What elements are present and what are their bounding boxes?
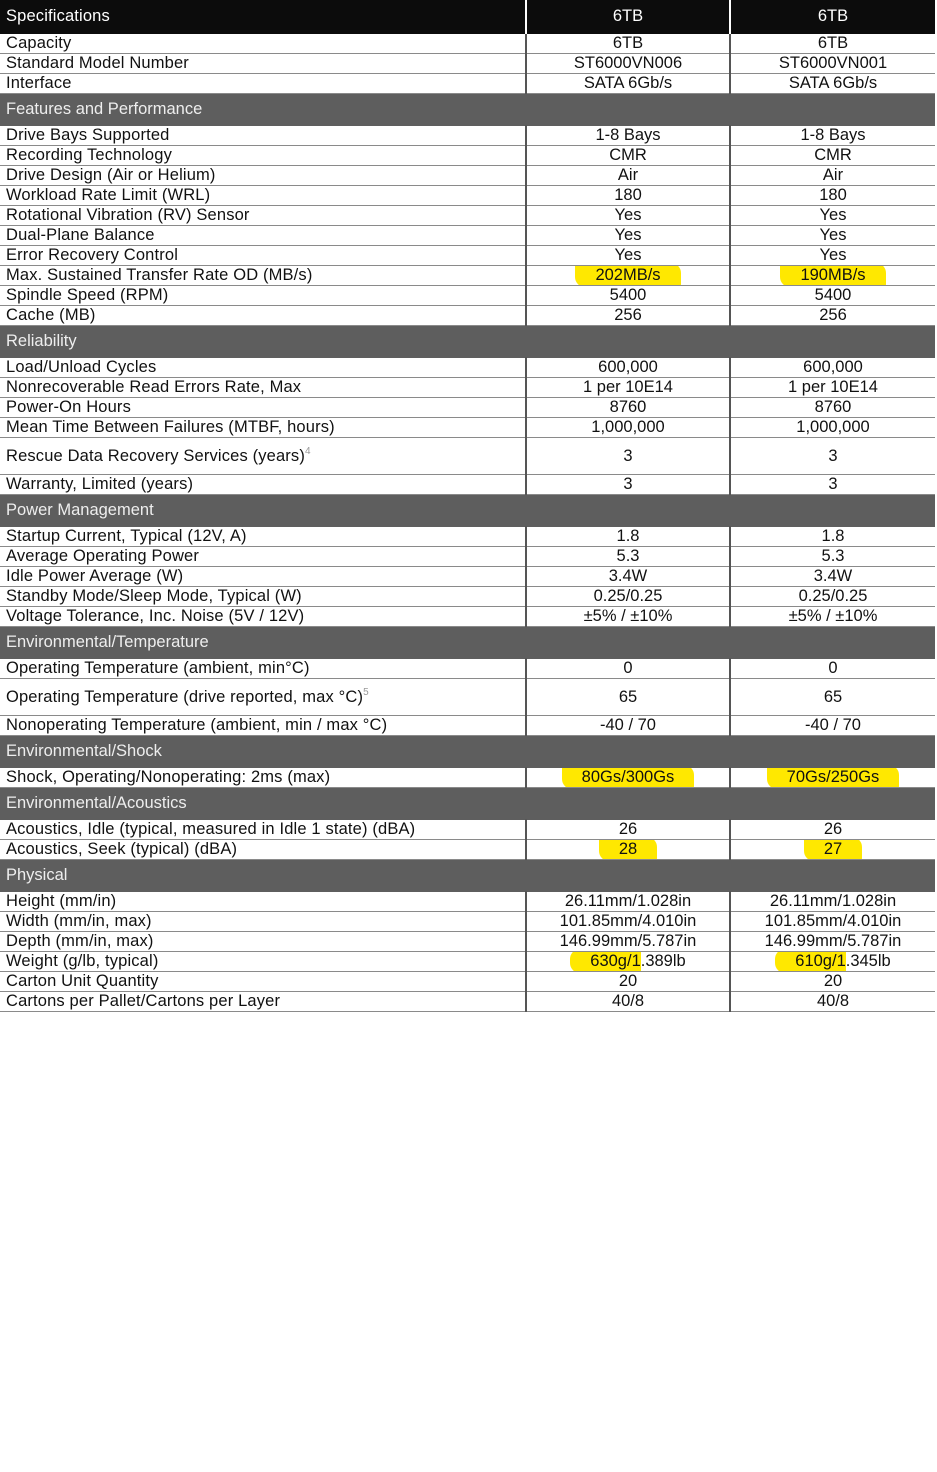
spec-row — [0, 820, 935, 840]
spec-row — [0, 286, 935, 306]
spec-value-a — [526, 166, 730, 186]
spec-label — [0, 527, 526, 547]
spec-row — [0, 246, 935, 266]
value-text: 1-8 Bays — [595, 126, 661, 144]
spec-row — [0, 547, 935, 567]
value-text: 8760 — [814, 398, 852, 416]
spec-label-text: Startup Current, Typical (12V, A) — [6, 527, 247, 545]
spec-value-a — [526, 266, 730, 286]
spec-label-text: Acoustics, Idle (typical, measured in Idle 1 state) (dBA) — [6, 820, 416, 838]
footnote-marker: 4 — [304, 446, 311, 457]
spec-row — [0, 972, 935, 992]
value-text: ±5% / ±10% — [583, 607, 673, 625]
spec-label-text: Weight (g/lb, typical) — [6, 952, 159, 970]
spec-row — [0, 54, 935, 74]
value-text: 5.3 — [821, 547, 845, 565]
spec-value-b — [730, 418, 935, 438]
spec-label-text: Rescue Data Recovery Services (years) — [6, 447, 305, 465]
spec-label — [0, 286, 526, 306]
section-header — [0, 495, 935, 527]
spec-value-a — [526, 378, 730, 398]
value-text: ST6000VN006 — [573, 54, 683, 72]
spec-label — [0, 246, 526, 266]
spec-value-b — [730, 358, 935, 378]
spec-value-b — [730, 34, 935, 54]
spec-label — [0, 54, 526, 74]
spec-label-text: Power-On Hours — [6, 398, 131, 416]
spec-value-a — [526, 952, 730, 972]
section-header — [0, 788, 935, 820]
value-text: 3.4W — [813, 567, 853, 585]
spec-label — [0, 567, 526, 587]
value-rest: .389lb — [640, 952, 686, 970]
spec-row — [0, 527, 935, 547]
spec-value-a — [526, 912, 730, 932]
spec-label-text: Average Operating Power — [6, 547, 200, 565]
spec-value-a — [526, 206, 730, 226]
value-text: -40 / 70 — [600, 716, 656, 734]
spec-label — [0, 34, 526, 54]
spec-label-text: Warranty, Limited (years) — [6, 475, 194, 493]
section-title: Environmental/Temperature — [0, 627, 935, 659]
spec-label-text: Standard Model Number — [6, 54, 189, 72]
spec-label-text: Interface — [6, 74, 72, 92]
spec-label — [0, 206, 526, 226]
value-text: ±5% / ±10% — [788, 607, 878, 625]
spec-value-a — [526, 768, 730, 788]
spec-row — [0, 146, 935, 166]
spec-label-text: Capacity — [6, 34, 72, 52]
spec-label-text: Idle Power Average (W) — [6, 567, 184, 585]
value-text: Yes — [819, 206, 847, 224]
spec-value-a — [526, 679, 730, 716]
value-text: 20 — [823, 972, 843, 990]
spec-label — [0, 952, 526, 972]
spec-value-a — [526, 418, 730, 438]
spec-value-a — [526, 607, 730, 627]
spec-label-text: Recording Technology — [6, 146, 172, 164]
value-text: 180 — [819, 186, 847, 204]
spec-value-a — [526, 306, 730, 326]
value-text: 5400 — [814, 286, 852, 304]
spec-row — [0, 587, 935, 607]
spec-row — [0, 378, 935, 398]
spec-value-b — [730, 266, 935, 286]
value-text: 6TB — [817, 34, 849, 52]
spec-row — [0, 768, 935, 788]
spec-label-text: Mean Time Between Failures (MTBF, hours) — [6, 418, 335, 436]
value-text: Yes — [614, 246, 642, 264]
spec-value-b — [730, 840, 935, 860]
spec-label-text: Cartons per Pallet/Cartons per Layer — [6, 992, 281, 1010]
highlight-mark: 610g/1 — [775, 952, 845, 972]
value-text: 65 — [823, 687, 843, 706]
highlighted-value: 190MB/s — [780, 266, 885, 286]
value-text: SATA 6Gb/s — [583, 74, 673, 92]
spec-label — [0, 840, 526, 860]
highlighted-value: 202MB/s — [575, 266, 680, 286]
spec-label — [0, 186, 526, 206]
spec-row — [0, 840, 935, 860]
spec-value-b — [730, 820, 935, 840]
spec-value-b — [730, 716, 935, 736]
spec-value-b — [730, 932, 935, 952]
spec-row — [0, 226, 935, 246]
value-text: 3.4W — [608, 567, 648, 585]
spec-value-b — [730, 567, 935, 587]
value-text: 1-8 Bays — [800, 126, 866, 144]
spec-row — [0, 438, 935, 475]
spec-label — [0, 547, 526, 567]
spec-label-text: Width (mm/in, max) — [6, 912, 152, 930]
value-text: 6TB — [612, 34, 644, 52]
spec-label-text: Height (mm/in) — [6, 892, 117, 910]
spec-label-text: Drive Design (Air or Helium) — [6, 166, 216, 184]
spec-label-text: Operating Temperature (ambient, min°C) — [6, 659, 310, 677]
spec-label — [0, 266, 526, 286]
value-text: 101.85mm/4.010in — [559, 912, 697, 930]
spec-label — [0, 166, 526, 186]
spec-label-text: Drive Bays Supported — [6, 126, 170, 144]
spec-value-a — [526, 398, 730, 418]
spec-label-text: Dual-Plane Balance — [6, 226, 155, 244]
spec-value-a — [526, 54, 730, 74]
spec-row — [0, 567, 935, 587]
value-text: 101.85mm/4.010in — [764, 912, 902, 930]
spec-label-text: Shock, Operating/Nonoperating: 2ms (max) — [6, 768, 331, 786]
spec-value-b — [730, 74, 935, 94]
spec-label-text: Load/Unload Cycles — [6, 358, 157, 376]
value-text: ST6000VN001 — [778, 54, 888, 72]
value-text: 20 — [618, 972, 638, 990]
spec-label — [0, 912, 526, 932]
spec-row — [0, 952, 935, 972]
spec-row — [0, 34, 935, 54]
value-text: 26.11mm/1.028in — [564, 892, 692, 910]
spec-row — [0, 186, 935, 206]
value-text: Air — [617, 166, 639, 184]
spec-value-b — [730, 912, 935, 932]
spec-label — [0, 992, 526, 1012]
spec-value-b — [730, 226, 935, 246]
spec-value-b — [730, 438, 935, 475]
section-title: Features and Performance — [0, 94, 935, 126]
spec-row — [0, 358, 935, 378]
value-text: 3 — [623, 446, 633, 465]
value-text: 0.25/0.25 — [593, 587, 663, 605]
spec-value-a — [526, 932, 730, 952]
spec-label — [0, 475, 526, 495]
highlighted-value: 70Gs/250Gs — [767, 768, 900, 788]
spec-value-b — [730, 992, 935, 1012]
value-text: 146.99mm/5.787in — [559, 932, 697, 950]
value-text: 3 — [828, 475, 838, 493]
spec-value-a — [526, 246, 730, 266]
value-text: 8760 — [609, 398, 647, 416]
spec-label — [0, 126, 526, 146]
spec-row — [0, 892, 935, 912]
spec-label-text: Spindle Speed (RPM) — [6, 286, 169, 304]
section-title: Environmental/Acoustics — [0, 788, 935, 820]
spec-value-b — [730, 768, 935, 788]
spec-value-b — [730, 972, 935, 992]
value-text: 40/8 — [816, 992, 850, 1010]
spec-row — [0, 166, 935, 186]
value-text: 0 — [623, 659, 633, 677]
spec-label — [0, 146, 526, 166]
value-text: 1.8 — [616, 527, 640, 545]
value-text: Yes — [819, 246, 847, 264]
value-text: Yes — [819, 226, 847, 244]
spec-value-a — [526, 74, 730, 94]
spec-value-a — [526, 186, 730, 206]
spec-value-b — [730, 587, 935, 607]
spec-label — [0, 306, 526, 326]
spec-label-text: Nonoperating Temperature (ambient, min / max °C) — [6, 716, 388, 734]
spec-value-b — [730, 206, 935, 226]
highlight-mark: 630g/1 — [570, 952, 640, 972]
spec-label — [0, 659, 526, 679]
value-text: 0 — [828, 659, 838, 677]
spec-value-b — [730, 306, 935, 326]
spec-value-b — [730, 607, 935, 627]
spec-value-a — [526, 146, 730, 166]
spec-value-a — [526, 358, 730, 378]
spec-label-text: Max. Sustained Transfer Rate OD (MB/s) — [6, 266, 313, 284]
spec-value-b — [730, 679, 935, 716]
spec-label — [0, 587, 526, 607]
value-text: 256 — [614, 306, 642, 324]
value-text: 1 per 10E14 — [583, 378, 673, 396]
spec-value-b — [730, 952, 935, 972]
spec-row — [0, 418, 935, 438]
spec-value-b — [730, 475, 935, 495]
spec-value-a — [526, 840, 730, 860]
header-col-b: 6TB — [730, 0, 935, 34]
spec-value-a — [526, 475, 730, 495]
spec-row — [0, 206, 935, 226]
value-text: 26.11mm/1.028in — [769, 892, 897, 910]
spec-label-text: Error Recovery Control — [6, 246, 179, 264]
spec-label — [0, 74, 526, 94]
highlighted-value: 27 — [804, 840, 862, 860]
spec-row — [0, 74, 935, 94]
header-row — [0, 0, 935, 34]
value-text: CMR — [814, 146, 852, 164]
value-text: SATA 6Gb/s — [788, 74, 878, 92]
spec-label — [0, 768, 526, 788]
spec-label — [0, 418, 526, 438]
spec-label — [0, 607, 526, 627]
spec-row — [0, 912, 935, 932]
spec-value-a — [526, 286, 730, 306]
section-title: Reliability — [0, 326, 935, 358]
value-text: 1,000,000 — [591, 418, 665, 436]
value-text: Yes — [614, 206, 642, 224]
spec-value-b — [730, 246, 935, 266]
spec-value-a — [526, 527, 730, 547]
spec-label-text: Workload Rate Limit (WRL) — [6, 186, 211, 204]
spec-value-a — [526, 972, 730, 992]
spec-value-b — [730, 547, 935, 567]
spec-value-a — [526, 992, 730, 1012]
spec-value-a — [526, 820, 730, 840]
spec-label — [0, 378, 526, 398]
spec-row — [0, 992, 935, 1012]
spec-label-text: Voltage Tolerance, Inc. Noise (5V / 12V) — [6, 607, 305, 625]
value-text: Yes — [614, 226, 642, 244]
section-title: Environmental/Shock — [0, 736, 935, 768]
spec-label-text: Nonrecoverable Read Errors Rate, Max — [6, 378, 302, 396]
highlighted-value: 28 — [599, 840, 657, 860]
spec-row — [0, 306, 935, 326]
spec-row — [0, 607, 935, 627]
spec-value-b — [730, 892, 935, 912]
spec-label — [0, 438, 526, 475]
section-header — [0, 326, 935, 358]
spec-label — [0, 716, 526, 736]
spec-value-b — [730, 166, 935, 186]
spec-value-b — [730, 54, 935, 74]
value-text: 5.3 — [616, 547, 640, 565]
spec-value-b — [730, 186, 935, 206]
spec-row — [0, 716, 935, 736]
spec-label-text: Carton Unit Quantity — [6, 972, 159, 990]
value-text: 3 — [828, 446, 838, 465]
spec-label-text: Standby Mode/Sleep Mode, Typical (W) — [6, 587, 302, 605]
spec-row — [0, 932, 935, 952]
spec-row — [0, 266, 935, 286]
spec-value-b — [730, 146, 935, 166]
value-text: 600,000 — [598, 358, 658, 376]
spec-value-a — [526, 892, 730, 912]
value-text: 40/8 — [611, 992, 645, 1010]
section-header — [0, 736, 935, 768]
value-text: 26 — [618, 820, 638, 838]
spec-value-a — [526, 34, 730, 54]
spec-row — [0, 475, 935, 495]
spec-label-text: Depth (mm/in, max) — [6, 932, 154, 950]
value-text: 146.99mm/5.787in — [764, 932, 902, 950]
value-text: 0.25/0.25 — [798, 587, 868, 605]
spec-row — [0, 126, 935, 146]
spec-label — [0, 226, 526, 246]
spec-row — [0, 659, 935, 679]
spec-label-text: Cache (MB) — [6, 306, 96, 324]
spec-label-text: Rotational Vibration (RV) Sensor — [6, 206, 250, 224]
value-text: Air — [822, 166, 844, 184]
value-text: 180 — [614, 186, 642, 204]
spec-row — [0, 398, 935, 418]
spec-value-b — [730, 286, 935, 306]
section-header — [0, 860, 935, 892]
value-text: 1,000,000 — [796, 418, 870, 436]
value-text: 600,000 — [803, 358, 863, 376]
spec-label — [0, 932, 526, 952]
value-text: 256 — [819, 306, 847, 324]
value-text: 1.8 — [821, 527, 845, 545]
spec-value-b — [730, 398, 935, 418]
section-header — [0, 627, 935, 659]
footnote-marker: 5 — [363, 687, 369, 698]
spec-label — [0, 398, 526, 418]
value-text: 3 — [623, 475, 633, 493]
spec-value-a — [526, 716, 730, 736]
spec-label — [0, 892, 526, 912]
value-text: 1 per 10E14 — [788, 378, 878, 396]
spec-value-b — [730, 378, 935, 398]
spec-label — [0, 679, 526, 716]
spec-value-a — [526, 126, 730, 146]
value-text: -40 / 70 — [805, 716, 861, 734]
spec-label — [0, 972, 526, 992]
spec-value-b — [730, 126, 935, 146]
value-text: 5400 — [609, 286, 647, 304]
spec-value-a — [526, 226, 730, 246]
spec-label — [0, 820, 526, 840]
highlighted-value: 80Gs/300Gs — [562, 768, 695, 788]
header-col-a: 6TB — [526, 0, 730, 34]
spec-label-text: Acoustics, Seek (typical) (dBA) — [6, 840, 238, 858]
spec-value-b — [730, 527, 935, 547]
section-header — [0, 94, 935, 126]
value-text: CMR — [609, 146, 647, 164]
spec-row — [0, 679, 935, 716]
spec-value-b — [730, 659, 935, 679]
header-label: Specifications — [0, 0, 526, 34]
spec-value-a — [526, 659, 730, 679]
value-text: 65 — [618, 687, 638, 706]
section-title: Power Management — [0, 495, 935, 527]
value-rest: .345lb — [845, 952, 891, 970]
spec-value-a — [526, 567, 730, 587]
spec-value-a — [526, 547, 730, 567]
spec-label — [0, 358, 526, 378]
value-text: 26 — [823, 820, 843, 838]
spec-value-a — [526, 438, 730, 475]
spec-label-text: Operating Temperature (drive reported, max °C) — [6, 688, 364, 706]
section-title: Physical — [0, 860, 935, 892]
spec-value-a — [526, 587, 730, 607]
